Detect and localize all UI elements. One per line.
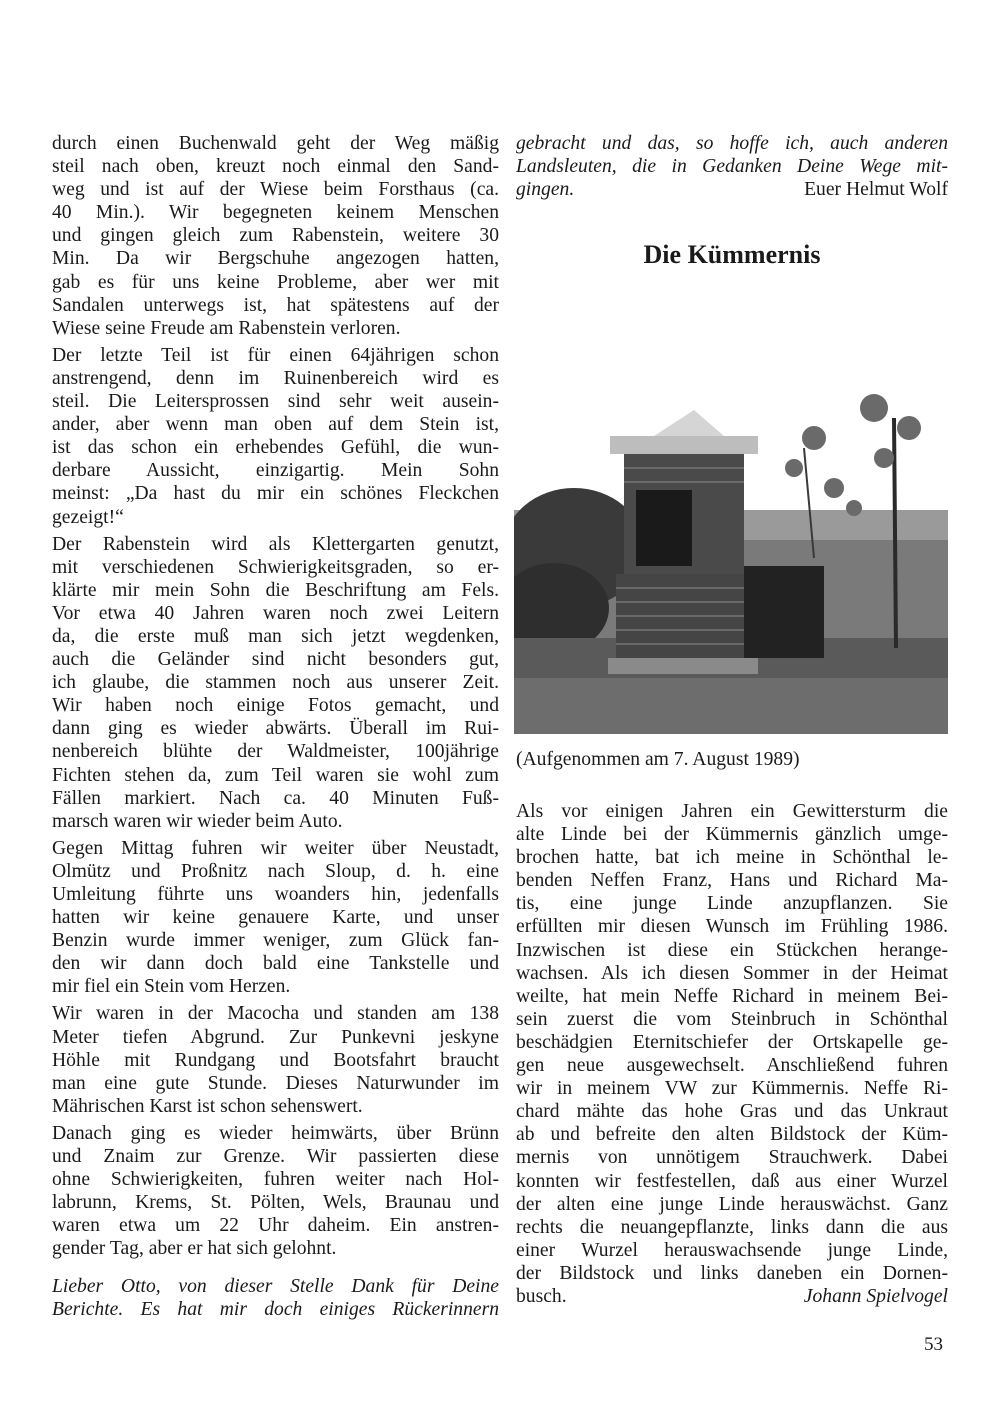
signature-row	[516, 178, 948, 201]
text-line: 40 Min.). Wir begegneten keinem Menschen	[52, 202, 499, 224]
text-line: weilte, hat mein Neffe Richard in meinem Bei-	[516, 985, 948, 1007]
text-line: meinst: „Da hast du mir ein schönes Fleckchen	[52, 483, 499, 505]
text-line: erfüllten mir diesen Wunsch im Frühling 1986.	[516, 916, 948, 938]
text-line: gender Tag, aber er hat sich gelohnt.	[52, 1238, 337, 1260]
text-line: gen neue ausgewechselt. Anschließend fuhren	[516, 1055, 948, 1077]
text-line: gezeigt!“	[52, 506, 124, 528]
paragraph-macocha	[52, 1002, 499, 1117]
text-line: der Bildstock und links daneben ein Dornen-	[516, 1262, 948, 1284]
text-line: hatten wir keine genauere Karte, und unser	[52, 907, 499, 929]
text-line: mit verschiedenen Schwierigkeitsgraden, so er-	[52, 556, 499, 578]
text-line: ander, aber wenn man oben auf dem Stein ist,	[52, 414, 499, 436]
text-line: Inzwischen ist diese ein Stückchen herange-	[516, 939, 948, 961]
text-line: steil nach oben, kreuzt noch einmal den Sand-	[52, 156, 499, 178]
left-column	[52, 132, 499, 1325]
text-line: Fällen markiert. Nach ca. 40 Minuten Fuß-	[52, 787, 499, 809]
closing-letter	[52, 1275, 499, 1321]
text-line: durch einen Buchenwald geht der Weg mäßig	[52, 133, 499, 154]
text-line: chard mähte das hohe Gras und das Unkraut	[516, 1101, 948, 1123]
right-column-top	[516, 132, 948, 201]
text-line: und Znaim zur Grenze. Wir passierten diese	[52, 1146, 499, 1168]
text-line: ohne Schwierigkeiten, fuhren weiter nach Hol-	[52, 1169, 499, 1191]
text-line: konnten wir festfestellen, daß aus einer Wurzel	[516, 1170, 948, 1192]
text-line: klärte mir mein Sohn die Beschriftung am Fels.	[52, 579, 499, 601]
text-line: Fichten stehen da, zum Teil waren sie wohl zum	[52, 764, 499, 786]
text-line: alte Linde bei der Kümmernis gänzlich umge-	[516, 824, 948, 846]
text-line: den wir dann doch bald eine Tankstelle und	[52, 953, 499, 975]
text-line: Min. Da wir Bergschuhe angezogen hatten,	[52, 248, 499, 270]
text-line: da, die erste muß man sich jetzt wegdenken,	[52, 625, 499, 647]
shrine-photo	[514, 378, 948, 734]
text-line: busch.	[516, 1285, 567, 1307]
text-line: ab und befreite den alten Bildstock der Küm-	[516, 1124, 948, 1146]
text-line: Gegen Mittag fuhren wir weiter über Neustadt,	[52, 837, 499, 859]
text-line: Wir waren in der Macocha und standen am 138	[52, 1003, 499, 1025]
paragraph-ruins	[52, 344, 499, 529]
text-line: sein zuerst die vom Steinbruch in Schönthal	[516, 1008, 948, 1030]
text-line: gab es für uns keine Probleme, aber wer mit	[52, 271, 499, 293]
article-body	[516, 800, 948, 1308]
text-line: Vor etwa 40 Jahren waren noch zwei Leitern	[52, 602, 499, 624]
text-line: nenbereich blühte der Waldmeister, 100jährige	[52, 741, 499, 763]
closing-letter-continued	[516, 132, 948, 178]
author-row	[516, 1285, 948, 1308]
text-line: weg und ist auf der Wiese beim Forsthaus (ca.	[52, 179, 499, 201]
text-line: Höhle mit Rundgang und Bootsfahrt braucht	[52, 1049, 499, 1071]
text-line: Benzin wurde immer weniger, zum Glück fan-	[52, 930, 499, 952]
text-line: wir in meinem VW zur Kümmernis. Neffe Ri-	[516, 1078, 948, 1100]
text-line: Wiese seine Freude am Rabenstein verloren.	[52, 317, 401, 339]
text-line: Meter tiefen Abgrund. Zur Punkevni jeskyne	[52, 1026, 499, 1048]
text-line: Landsleuten, die in Gedanken Deine Wege mit-	[516, 156, 948, 178]
text-line: Olmütz und Proßnitz nach Sloup, d. h. eine	[52, 860, 499, 882]
text-line: marsch waren wir wieder beim Auto.	[52, 810, 343, 832]
paragraph-forest-walk	[52, 132, 499, 340]
text-line: steil. Die Leitersprossen sind sehr weit ausein-	[52, 391, 499, 413]
text-line: und gingen gleich zum Rabenstein, weitere 30	[52, 225, 499, 247]
text-line: man eine gute Stunde. Dieses Naturwunder im	[52, 1072, 499, 1094]
text-line: Lieber Otto, von dieser Stelle Dank für Deine	[52, 1275, 499, 1297]
text-line: dann ging es wieder abwärts. Überall im Rui-	[52, 718, 499, 740]
text-line: der alten eine junge Linde herauswächst. Ganz	[516, 1193, 948, 1215]
text-line: ich glaube, die stammen noch aus unserer Zeit.	[52, 672, 499, 694]
text-line: ist das schon ein erhebendes Gefühl, die wun-	[52, 437, 499, 459]
text-line: Als vor einigen Jahren ein Gewittersturm die	[516, 801, 948, 822]
author-name: Johann Spielvogel	[803, 1285, 948, 1307]
photo-caption: (Aufgenommen am 7. August 1989)	[516, 749, 800, 770]
paragraph-return	[52, 1122, 499, 1261]
paragraph-climbing	[52, 533, 499, 833]
text-line: Berichte. Es hat mir doch einiges Rückerinnern	[52, 1298, 499, 1320]
text-line: mir fiel ein Stein vom Herzen.	[52, 976, 291, 998]
text-line: Der letzte Teil ist für einen 64jährigen schon	[52, 344, 499, 366]
text-line: wachsen. Als ich diesen Sommer in der Heimat	[516, 962, 948, 984]
text-line: labrunn, Krems, St. Pölten, Wels, Braunau und	[52, 1192, 499, 1214]
text-line: einer Wurzel herauswachsende junge Linde,	[516, 1239, 948, 1261]
text-line: Der Rabenstein wird als Klettergarten genutzt,	[52, 533, 499, 555]
paragraph-drive	[52, 837, 499, 999]
text-line: benden Neffen Franz, Hans und Richard Ma-	[516, 870, 948, 892]
text-line: auch die Geländer sind nicht besonders gut,	[52, 649, 499, 671]
text-line: Mährischen Karst ist schon sehenswert.	[52, 1095, 363, 1117]
signature: Euer Helmut Wolf	[804, 179, 948, 201]
text-line: rechts die neuangepflanzte, links dann die aus	[516, 1216, 948, 1238]
text-line: Danach ging es wieder heimwärts, über Brünn	[52, 1122, 499, 1144]
text-line: mernis von unnötigem Strauchwerk. Dabei	[516, 1147, 948, 1169]
text-line: brochen hatte, bat ich meine in Schönthal le-	[516, 847, 948, 869]
text-line: gebracht und das, so hoffe ich, auch anderen	[516, 133, 948, 154]
page-number: 53	[924, 1334, 943, 1355]
text-line: beschädgien Eternitschiefer der Ortskapelle ge-	[516, 1031, 948, 1053]
text-line: anstrengend, denn im Ruinenbereich wird es	[52, 367, 499, 389]
text-line: gingen.	[516, 179, 575, 201]
text-line: tis, eine junge Linde anzupflanzen. Sie	[516, 893, 948, 915]
text-line: waren etwa um 22 Uhr daheim. Ein anstren-	[52, 1215, 499, 1237]
text-line: derbare Aussicht, einzigartig. Mein Sohn	[52, 460, 499, 482]
text-line: Wir haben noch einige Fotos gemacht, und	[52, 695, 499, 717]
text-line: Umleitung führte uns woanders hin, jedenfalls	[52, 884, 499, 905]
article-title: Die Kümmernis	[643, 240, 821, 269]
text-line: Sandalen unterwegs ist, hat spätestens auf der	[52, 294, 499, 316]
